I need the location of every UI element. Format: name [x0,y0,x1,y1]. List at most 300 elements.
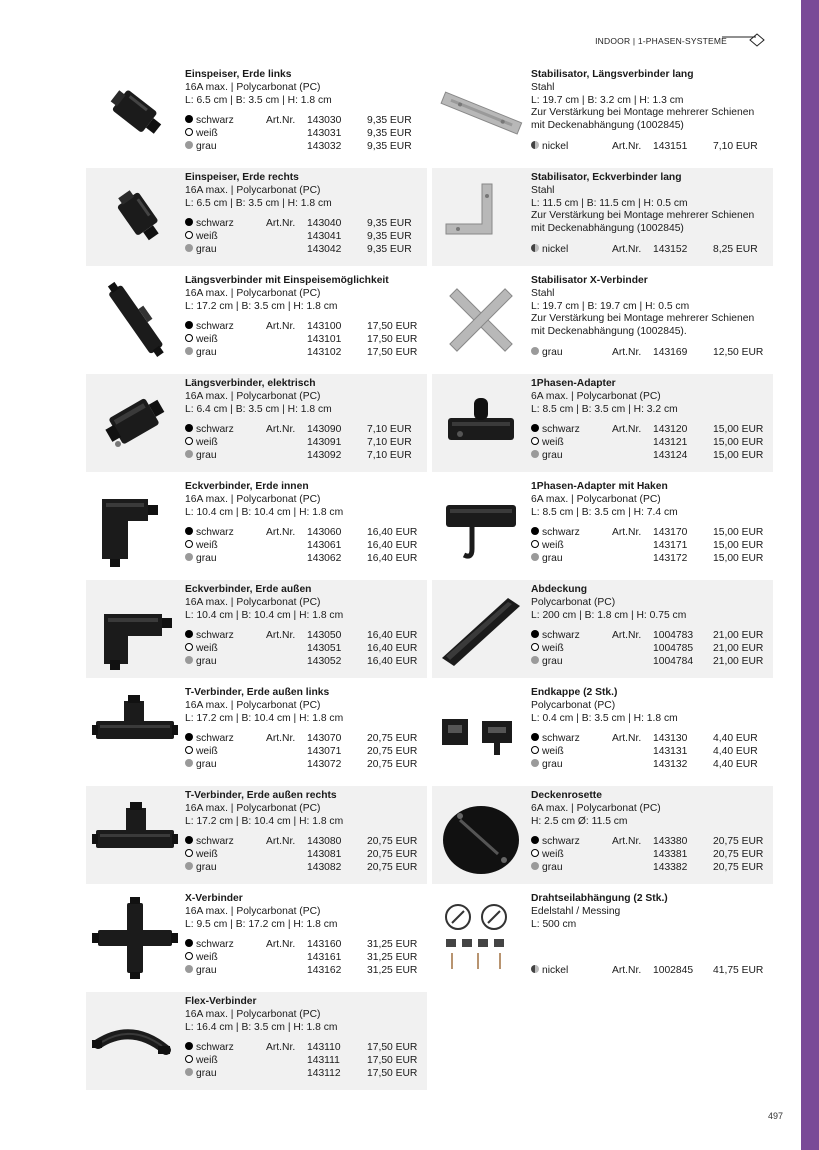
product-spec-line: L: 6.5 cm | B: 3.5 cm | H: 1.8 cm [185,197,332,209]
product-spec-line: mit Deckenabhängung (1002845). [531,326,687,338]
product-info [185,378,423,462]
product-image [92,73,178,155]
color-name: grau [196,243,217,255]
variant-color [531,450,563,463]
product-card [86,683,427,781]
product-image [92,176,178,258]
spacer [531,416,769,424]
price: 17,50 EUR [367,346,418,358]
spacer [185,1034,423,1042]
product-info [531,893,769,978]
color-name: grau [542,861,563,873]
spacer [531,339,769,347]
color-name: grau [196,1067,217,1079]
color-swatch-icon [185,553,193,561]
variant-row [185,965,423,978]
price: 16,40 EUR [367,629,418,641]
product-card [86,477,427,575]
article-number: 143032 [307,140,342,152]
color-swatch-icon [185,952,193,960]
variant-color [185,759,217,772]
variant-color [185,1068,217,1081]
product-info [185,172,423,256]
product-image [438,279,524,361]
product-image [438,73,524,155]
spacer [185,313,423,321]
product-info [531,687,769,771]
product-spec-line: 16A max. | Polycarbonat (PC) [185,390,321,402]
price: 9,35 EUR [367,140,412,152]
variant-row [531,424,769,437]
variant-color [185,643,218,656]
variant-color [531,746,564,759]
product-spec-line: L: 6.4 cm | B: 3.5 cm | H: 1.8 cm [185,403,332,415]
color-swatch-icon [185,1042,193,1050]
variant-row [185,128,423,141]
spacer [531,725,769,733]
art-nr-label: Art.Nr. [266,835,296,847]
art-nr-label: Art.Nr. [612,732,642,744]
art-nr-label: Art.Nr. [612,964,642,976]
color-name: schwarz [196,423,234,435]
product-spec-line: L: 6.5 cm | B: 3.5 cm | H: 1.8 cm [185,94,332,106]
price: 9,35 EUR [367,127,412,139]
product-spec-line: mit Deckenabhängung (1002845) [531,120,684,132]
variant-row [185,759,423,772]
article-number: 143151 [653,140,688,152]
color-name: weiß [196,436,218,448]
variant-color [531,244,568,257]
price: 9,35 EUR [367,243,412,255]
price: 17,50 EUR [367,1067,418,1079]
price: 16,40 EUR [367,642,418,654]
price: 20,75 EUR [367,745,418,757]
color-name: grau [196,140,217,152]
product-card [432,374,773,472]
color-swatch-icon [185,1055,193,1063]
color-name: weiß [196,230,218,242]
article-number: 143124 [653,449,688,461]
color-swatch-icon [531,540,539,548]
article-number: 143070 [307,732,342,744]
spacer [531,931,769,965]
product-card [86,168,427,266]
product-spec-line: L: 17.2 cm | B: 10.4 cm | H: 1.8 cm [185,815,344,827]
product-spec-line: L: 10.4 cm | B: 10.4 cm | H: 1.8 cm [185,609,344,621]
color-swatch-icon [531,965,539,973]
price: 21,00 EUR [713,629,764,641]
product-title: Deckenrosette [531,790,602,801]
color-name: weiß [542,539,564,551]
product-image [438,176,524,258]
color-name: grau [196,655,217,667]
price: 20,75 EUR [713,848,764,860]
color-name: schwarz [196,938,234,950]
color-name: grau [196,552,217,564]
article-number: 143052 [307,655,342,667]
article-number: 143132 [653,758,688,770]
color-name: weiß [542,848,564,860]
variant-row [185,231,423,244]
color-swatch-icon [185,218,193,226]
price: 17,50 EUR [367,1041,418,1053]
color-name: schwarz [542,835,580,847]
product-spec-line: Zur Verstärkung bei Montage mehrerer Schienen [531,210,755,222]
price: 4,40 EUR [713,758,758,770]
variant-color [531,836,580,849]
product-image [92,382,178,464]
variant-row [531,746,769,759]
article-number: 1004785 [653,642,694,654]
variant-row [531,141,769,154]
product-image [92,794,178,876]
color-name: weiß [542,642,564,654]
color-swatch-icon [185,424,193,432]
price: 7,10 EUR [367,423,412,435]
color-swatch-icon [531,244,539,252]
price: 9,35 EUR [367,114,412,126]
article-number: 143112 [307,1067,341,1079]
color-swatch-icon [185,115,193,123]
variant-color [531,656,563,669]
variant-row [185,115,423,128]
variant-color [185,553,217,566]
variant-color [531,553,563,566]
color-swatch-icon [531,437,539,445]
variant-row [185,1068,423,1081]
product-spec-line: L: 10.4 cm | B: 10.4 cm | H: 1.8 cm [185,506,344,518]
variant-row [531,553,769,566]
product-spec-line: Polycarbonat (PC) [531,699,616,711]
color-swatch-icon [531,630,539,638]
color-swatch-icon [531,849,539,857]
article-number: 143082 [307,861,342,873]
article-number: 143169 [653,346,688,358]
article-number: 143102 [307,346,342,358]
price: 16,40 EUR [367,539,418,551]
color-swatch-icon [185,656,193,664]
color-swatch-icon [185,746,193,754]
variant-row [185,321,423,334]
color-name: nickel [542,964,569,976]
product-info [185,893,423,977]
product-title: Drahtseilabhängung (2 Stk.) [531,893,668,904]
variant-color [531,424,580,437]
product-spec-line: mit Deckenabhängung (1002845) [531,223,684,235]
color-name: schwarz [542,629,580,641]
variant-color [185,437,218,450]
variant-row [185,849,423,862]
article-number: 1004784 [653,655,694,667]
price: 21,00 EUR [713,642,764,654]
product-spec-line: 16A max. | Polycarbonat (PC) [185,493,321,505]
art-nr-label: Art.Nr. [612,526,642,538]
product-title: Stabilisator, Längsverbinder lang [531,69,694,80]
product-image [92,485,178,567]
color-swatch-icon [185,244,193,252]
price: 17,50 EUR [367,320,418,332]
price: 15,00 EUR [713,526,764,538]
article-number: 143041 [307,230,342,242]
spacer [185,210,423,218]
variant-row [531,244,769,257]
price: 20,75 EUR [713,861,764,873]
product-image [92,897,178,979]
price: 15,00 EUR [713,436,764,448]
product-title: Abdeckung [531,584,588,595]
article-number: 143121 [653,436,688,448]
product-spec-line: L: 16.4 cm | B: 3.5 cm | H: 1.8 cm [185,1021,338,1033]
article-number: 143152 [653,243,688,255]
product-info [185,481,423,565]
variant-row [185,540,423,553]
price: 15,00 EUR [713,423,764,435]
variant-row [531,759,769,772]
price: 31,25 EUR [367,964,418,976]
color-name: weiß [196,745,218,757]
color-swatch-icon [531,643,539,651]
variant-color [185,733,234,746]
color-name: weiß [196,127,218,139]
product-spec-line: L: 200 cm | B: 1.8 cm | H: 0.75 cm [531,609,687,621]
spacer [185,519,423,527]
product-card [432,786,773,884]
variant-row [185,527,423,540]
product-spec-line: 16A max. | Polycarbonat (PC) [185,699,321,711]
variant-row [185,437,423,450]
price: 4,40 EUR [713,745,758,757]
variant-row [185,643,423,656]
product-info [531,275,769,360]
price: 9,35 EUR [367,217,412,229]
color-swatch-icon [531,656,539,664]
color-swatch-icon [531,746,539,754]
color-name: grau [542,655,563,667]
product-title: Stabilisator, Eckverbinder lang [531,172,682,183]
variant-color [531,862,563,875]
article-number: 143381 [653,848,688,860]
variant-row [531,527,769,540]
spacer [185,828,423,836]
variant-row [185,347,423,360]
product-image [438,691,524,773]
color-name: weiß [196,848,218,860]
product-spec-line: L: 8.5 cm | B: 3.5 cm | H: 7.4 cm [531,506,678,518]
price: 20,75 EUR [367,732,418,744]
variant-color [185,1055,218,1068]
product-title: Stabilisator X-Verbinder [531,275,648,286]
variant-color [185,540,218,553]
product-spec-line: H: 2.5 cm Ø: 11.5 cm [531,815,628,827]
product-spec-line: 6A max. | Polycarbonat (PC) [531,493,661,505]
color-name: schwarz [196,732,234,744]
product-title: T-Verbinder, Erde außen links [185,687,330,698]
product-info [531,790,769,874]
product-spec-line: L: 8.5 cm | B: 3.5 cm | H: 3.2 cm [531,403,678,415]
article-number: 143071 [307,745,342,757]
product-info [531,378,769,462]
product-image [92,691,178,773]
color-name: nickel [542,140,569,152]
color-swatch-icon [185,437,193,445]
variant-color [531,759,563,772]
variant-color [531,540,564,553]
product-card [86,271,427,369]
product-spec-line: Polycarbonat (PC) [531,596,616,608]
color-swatch-icon [185,862,193,870]
color-name: nickel [542,243,569,255]
product-title: X-Verbinder [185,893,243,904]
product-image [92,588,178,670]
price: 41,75 EUR [713,964,764,976]
color-swatch-icon [185,527,193,535]
price: 17,50 EUR [367,1054,418,1066]
color-name: weiß [196,642,218,654]
price: 20,75 EUR [367,835,418,847]
price: 15,00 EUR [713,552,764,564]
product-info [185,275,423,359]
color-name: weiß [196,539,218,551]
variant-color [185,1042,234,1055]
variant-color [531,437,564,450]
product-image [438,897,524,979]
color-name: weiß [196,333,218,345]
variant-color [531,849,564,862]
product-info [531,69,769,154]
spacer [531,622,769,630]
variant-row [531,450,769,463]
article-number: 143171 [653,539,688,551]
color-swatch-icon [531,450,539,458]
spacer [185,107,423,115]
product-info [185,996,423,1080]
article-number: 143030 [307,114,342,126]
article-number: 143091 [307,436,342,448]
price: 31,25 EUR [367,938,418,950]
spacer [531,133,769,141]
price: 15,00 EUR [713,539,764,551]
product-spec-line: L: 17.2 cm | B: 3.5 cm | H: 1.8 cm [185,300,338,312]
price: 31,25 EUR [367,951,418,963]
product-spec-line: 16A max. | Polycarbonat (PC) [185,1008,321,1020]
variant-color [185,836,234,849]
product-spec-line: 16A max. | Polycarbonat (PC) [185,81,321,93]
article-number: 143100 [307,320,342,332]
art-nr-label: Art.Nr. [266,526,296,538]
article-number: 143042 [307,243,342,255]
price: 15,00 EUR [713,449,764,461]
product-image [438,485,524,567]
price: 16,40 EUR [367,552,418,564]
variant-color [185,218,234,231]
variant-color [185,939,234,952]
art-nr-label: Art.Nr. [612,835,642,847]
product-spec-line: Edelstahl / Messing [531,905,621,917]
color-swatch-icon [531,553,539,561]
product-card [86,580,427,678]
variant-color [531,643,564,656]
spacer [185,725,423,733]
variant-row [531,862,769,875]
color-swatch-icon [185,540,193,548]
color-name: schwarz [542,732,580,744]
variant-color [185,450,217,463]
product-card [86,65,427,163]
article-number: 143170 [653,526,688,538]
variant-row [185,836,423,849]
product-card [432,580,773,678]
art-nr-label: Art.Nr. [266,938,296,950]
color-name: grau [196,758,217,770]
product-spec-line: 16A max. | Polycarbonat (PC) [185,905,321,917]
color-name: grau [196,964,217,976]
product-image [92,1000,178,1082]
product-title: Endkappe (2 Stk.) [531,687,618,698]
color-swatch-icon [185,939,193,947]
article-number: 143061 [307,539,342,551]
product-title: Einspeiser, Erde rechts [185,172,299,183]
article-number: 143380 [653,835,688,847]
color-swatch-icon [185,334,193,342]
price: 21,00 EUR [713,655,764,667]
variant-row [185,218,423,231]
variant-color [185,334,218,347]
product-card [86,992,427,1090]
product-title: 1Phasen-Adapter mit Haken [531,481,668,492]
spacer [185,931,423,939]
variant-row [185,1042,423,1055]
product-spec-line: L: 19.7 cm | B: 19.7 cm | H: 0.5 cm [531,300,690,312]
variant-color [185,115,234,128]
article-number: 143040 [307,217,342,229]
price: 16,40 EUR [367,655,418,667]
variant-color [185,952,218,965]
article-number: 143101 [307,333,342,345]
art-nr-label: Art.Nr. [266,114,296,126]
variant-color [531,347,563,360]
art-nr-label: Art.Nr. [612,423,642,435]
article-number: 143062 [307,552,342,564]
product-spec-line: L: 11.5 cm | B: 11.5 cm | H: 0.5 cm [531,197,688,209]
article-number: 143050 [307,629,342,641]
color-swatch-icon [531,759,539,767]
article-number: 143130 [653,732,688,744]
variant-row [185,450,423,463]
price: 8,25 EUR [713,243,758,255]
product-info [531,584,769,668]
product-title: Längsverbinder, elektrisch [185,378,316,389]
product-info [531,172,769,257]
color-name: schwarz [196,320,234,332]
color-name: grau [542,552,563,564]
variant-row [185,939,423,952]
article-number: 143031 [307,127,342,139]
art-nr-label: Art.Nr. [266,423,296,435]
product-card [432,168,773,266]
article-number: 1004783 [653,629,694,641]
variant-color [531,965,568,978]
color-swatch-icon [185,836,193,844]
variant-row [531,630,769,643]
article-number: 143120 [653,423,688,435]
article-number: 143090 [307,423,342,435]
color-swatch-icon [185,141,193,149]
color-swatch-icon [531,836,539,844]
product-image [438,794,524,876]
color-name: grau [542,758,563,770]
variant-row [531,836,769,849]
article-number: 143080 [307,835,342,847]
